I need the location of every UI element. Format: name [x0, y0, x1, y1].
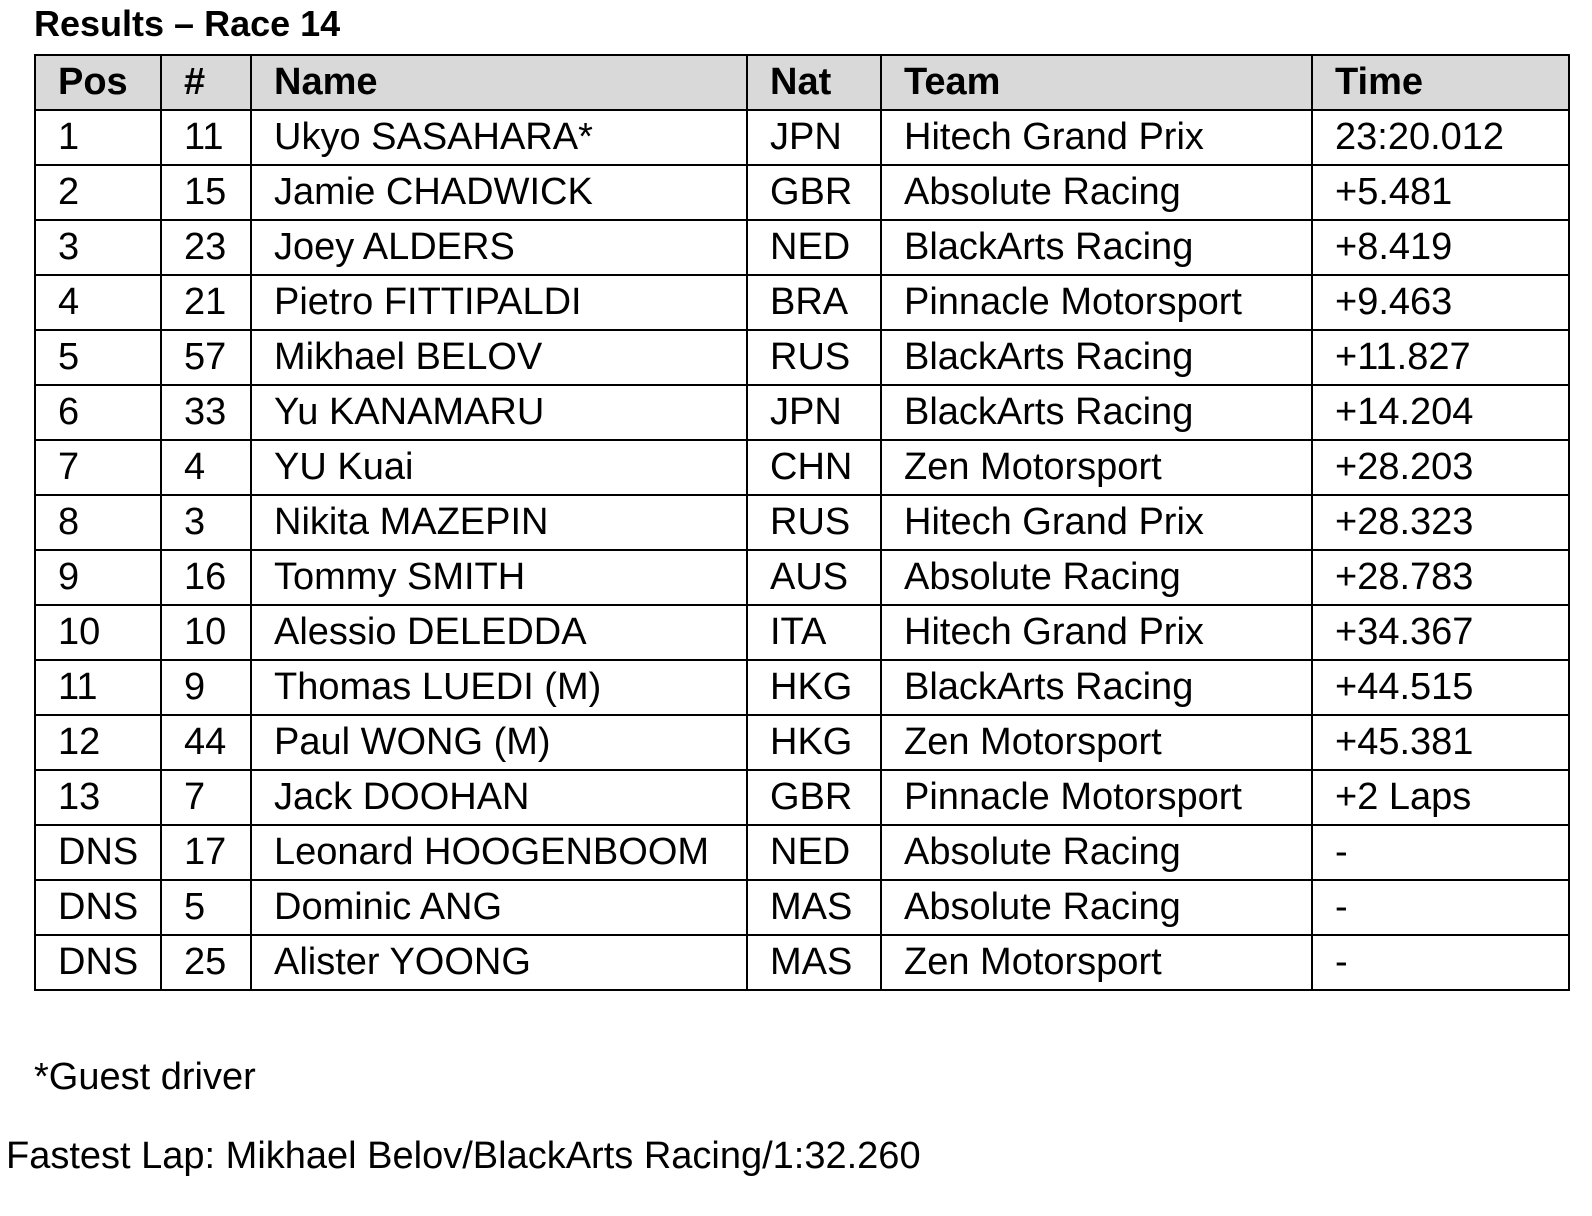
cell-driver-name: Leonard HOOGENBOOM — [251, 825, 747, 880]
cell-time: +2 Laps — [1312, 770, 1569, 825]
cell-pos: 2 — [35, 165, 161, 220]
cell-team: Pinnacle Motorsport — [881, 770, 1312, 825]
cell-car-number: 23 — [161, 220, 251, 275]
cell-time: +9.463 — [1312, 275, 1569, 330]
cell-car-number: 25 — [161, 935, 251, 990]
table-row — [35, 110, 1569, 165]
cell-time: +28.323 — [1312, 495, 1569, 550]
cell-car-number: 17 — [161, 825, 251, 880]
cell-nationality: RUS — [747, 330, 881, 385]
cell-team: Hitech Grand Prix — [881, 605, 1312, 660]
cell-team: Absolute Racing — [881, 880, 1312, 935]
table-row — [35, 550, 1569, 605]
cell-time: +34.367 — [1312, 605, 1569, 660]
table-row — [35, 770, 1569, 825]
cell-nationality: MAS — [747, 935, 881, 990]
results-body — [35, 110, 1569, 990]
cell-time: +11.827 — [1312, 330, 1569, 385]
cell-time: +44.515 — [1312, 660, 1569, 715]
cell-time: +14.204 — [1312, 385, 1569, 440]
cell-nationality: HKG — [747, 660, 881, 715]
cell-driver-name: Ukyo SASAHARA* — [251, 110, 747, 165]
cell-car-number: 15 — [161, 165, 251, 220]
cell-time: +28.783 — [1312, 550, 1569, 605]
cell-nationality: BRA — [747, 275, 881, 330]
cell-car-number: 33 — [161, 385, 251, 440]
page-title: Results – Race 14 — [34, 3, 341, 44]
cell-pos: 1 — [35, 110, 161, 165]
cell-nationality: GBR — [747, 770, 881, 825]
cell-driver-name: Alister YOONG — [251, 935, 747, 990]
results-table — [34, 54, 1570, 991]
column-header-team: Team — [881, 55, 1312, 110]
cell-driver-name: Thomas LUEDI (M) — [251, 660, 747, 715]
cell-pos: 3 — [35, 220, 161, 275]
cell-time: +8.419 — [1312, 220, 1569, 275]
cell-team: Hitech Grand Prix — [881, 495, 1312, 550]
cell-driver-name: Pietro FITTIPALDI — [251, 275, 747, 330]
cell-car-number: 3 — [161, 495, 251, 550]
cell-team: BlackArts Racing — [881, 385, 1312, 440]
cell-pos: 7 — [35, 440, 161, 495]
cell-nationality: RUS — [747, 495, 881, 550]
column-header-time: Time — [1312, 55, 1569, 110]
cell-driver-name: Jamie CHADWICK — [251, 165, 747, 220]
guest-driver-footnote: *Guest driver — [34, 1056, 256, 1098]
cell-pos: DNS — [35, 880, 161, 935]
cell-pos: 9 — [35, 550, 161, 605]
cell-driver-name: Mikhael BELOV — [251, 330, 747, 385]
cell-driver-name: Paul WONG (M) — [251, 715, 747, 770]
cell-driver-name: Tommy SMITH — [251, 550, 747, 605]
table-row — [35, 220, 1569, 275]
cell-car-number: 7 — [161, 770, 251, 825]
cell-driver-name: YU Kuai — [251, 440, 747, 495]
table-row — [35, 605, 1569, 660]
fastest-lap-note: Fastest Lap: Mikhael Belov/BlackArts Racing/1:32.260 — [6, 1135, 921, 1177]
table-row — [35, 660, 1569, 715]
cell-team: Absolute Racing — [881, 825, 1312, 880]
cell-driver-name: Dominic ANG — [251, 880, 747, 935]
column-header-number: # — [161, 55, 251, 110]
cell-pos: 4 — [35, 275, 161, 330]
cell-car-number: 11 — [161, 110, 251, 165]
cell-driver-name: Yu KANAMARU — [251, 385, 747, 440]
table-row — [35, 165, 1569, 220]
cell-team: Absolute Racing — [881, 165, 1312, 220]
cell-pos: 6 — [35, 385, 161, 440]
cell-team: BlackArts Racing — [881, 660, 1312, 715]
cell-pos: 11 — [35, 660, 161, 715]
cell-nationality: JPN — [747, 110, 881, 165]
cell-car-number: 10 — [161, 605, 251, 660]
cell-time: +5.481 — [1312, 165, 1569, 220]
header-row — [35, 55, 1569, 110]
cell-pos: DNS — [35, 825, 161, 880]
cell-team: BlackArts Racing — [881, 220, 1312, 275]
cell-time: - — [1312, 935, 1569, 990]
cell-car-number: 9 — [161, 660, 251, 715]
cell-pos: 13 — [35, 770, 161, 825]
cell-nationality: HKG — [747, 715, 881, 770]
table-row — [35, 935, 1569, 990]
table-row — [35, 880, 1569, 935]
cell-time: +45.381 — [1312, 715, 1569, 770]
table-row — [35, 440, 1569, 495]
cell-driver-name: Alessio DELEDDA — [251, 605, 747, 660]
cell-nationality: MAS — [747, 880, 881, 935]
column-header-pos: Pos — [35, 55, 161, 110]
table-row — [35, 715, 1569, 770]
cell-nationality: NED — [747, 220, 881, 275]
cell-team: BlackArts Racing — [881, 330, 1312, 385]
cell-pos: 8 — [35, 495, 161, 550]
cell-car-number: 16 — [161, 550, 251, 605]
cell-time: - — [1312, 880, 1569, 935]
cell-nationality: AUS — [747, 550, 881, 605]
table-row — [35, 495, 1569, 550]
cell-driver-name: Nikita MAZEPIN — [251, 495, 747, 550]
cell-nationality: GBR — [747, 165, 881, 220]
table-row — [35, 275, 1569, 330]
cell-team: Zen Motorsport — [881, 935, 1312, 990]
cell-team: Hitech Grand Prix — [881, 110, 1312, 165]
table-row — [35, 825, 1569, 880]
cell-time: 23:20.012 — [1312, 110, 1569, 165]
cell-pos: 10 — [35, 605, 161, 660]
cell-car-number: 21 — [161, 275, 251, 330]
cell-pos: 12 — [35, 715, 161, 770]
table-row — [35, 385, 1569, 440]
cell-pos: DNS — [35, 935, 161, 990]
cell-nationality: ITA — [747, 605, 881, 660]
table-row — [35, 330, 1569, 385]
cell-car-number: 5 — [161, 880, 251, 935]
cell-team: Pinnacle Motorsport — [881, 275, 1312, 330]
cell-pos: 5 — [35, 330, 161, 385]
column-header-name: Name — [251, 55, 747, 110]
cell-team: Zen Motorsport — [881, 440, 1312, 495]
cell-nationality: NED — [747, 825, 881, 880]
cell-driver-name: Joey ALDERS — [251, 220, 747, 275]
cell-nationality: JPN — [747, 385, 881, 440]
cell-driver-name: Jack DOOHAN — [251, 770, 747, 825]
cell-car-number: 57 — [161, 330, 251, 385]
column-header-nat: Nat — [747, 55, 881, 110]
cell-time: +28.203 — [1312, 440, 1569, 495]
cell-team: Absolute Racing — [881, 550, 1312, 605]
cell-nationality: CHN — [747, 440, 881, 495]
cell-time: - — [1312, 825, 1569, 880]
cell-car-number: 4 — [161, 440, 251, 495]
cell-car-number: 44 — [161, 715, 251, 770]
cell-team: Zen Motorsport — [881, 715, 1312, 770]
